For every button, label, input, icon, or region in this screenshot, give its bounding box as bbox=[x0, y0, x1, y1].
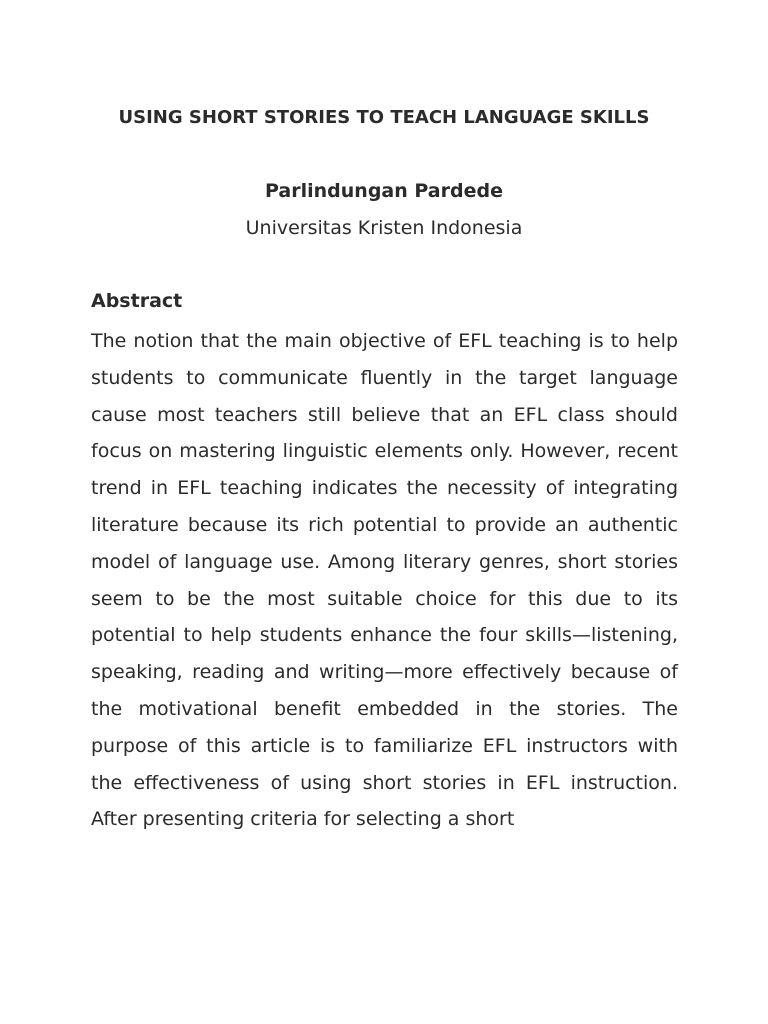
abstract-body: The notion that the main objective of EFL teaching is to help students to communicate fluently in the target language cause most teachers still believe that an EFL class should focus on mastering linguistic elements only. However, recent trend in EFL teaching indicates the necessity of integrating literature because its rich potential to provide an authentic model of language use. Among literary genres, short stories seem to be the most suitable choice for this due to its potential to help students enhance the four skills—listening, speaking, reading and writing—more effectively because of the motivational benefit embedded in the stories. The purpose of this article is to familiarize EFL instructors with the effectiveness of using short stories in EFL instruction. After presenting criteria for selecting a short bbox=[91, 330, 678, 831]
abstract-heading: Abstract bbox=[91, 290, 183, 312]
paper-title: USING SHORT STORIES TO TEACH LANGUAGE SKILLS bbox=[118, 107, 650, 128]
author-name: Parlindungan Pardede bbox=[265, 180, 503, 202]
author-affiliation: Universitas Kristen Indonesia bbox=[245, 217, 523, 239]
